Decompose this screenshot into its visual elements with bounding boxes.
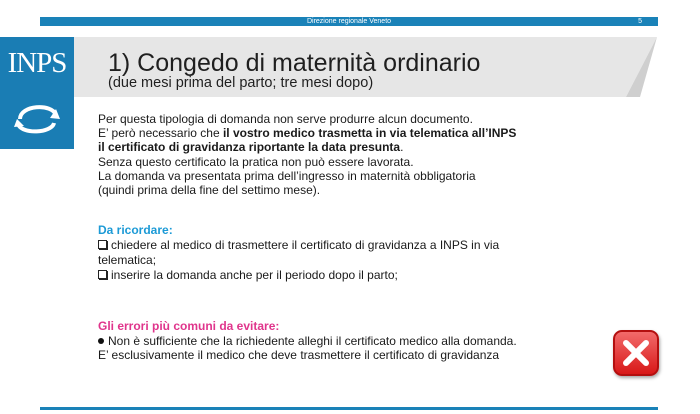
body-line-bold: il vostro medico trasmetta in via telematica all’INPS: [222, 126, 517, 141]
body-line: [98, 126, 618, 140]
body-line: Senza questo certificato la pratica non può essere lavorata.: [98, 154, 414, 169]
errors-item: [98, 334, 608, 349]
inps-logo: [0, 37, 74, 149]
page-subtitle: (due mesi prima del parto; tre mesi dopo): [108, 75, 374, 91]
error-x-button: [613, 330, 659, 376]
remember-section: [98, 223, 598, 283]
page-title: 1) Congedo di maternità ordinario: [108, 49, 481, 77]
errors-item-continuation: E’ esclusivamente il medico che deve trasmettere il certificato di gravidanza: [98, 348, 500, 362]
remember-heading: Da ricordare:: [98, 223, 173, 237]
remember-item-continuation: telematica;: [98, 253, 157, 267]
errors-section: [98, 319, 608, 363]
body-line-text: E’ però necessario che: [98, 126, 223, 141]
body-line: [98, 140, 618, 154]
title-band: [60, 37, 657, 97]
remember-item: [98, 268, 598, 283]
close-icon: [615, 332, 657, 374]
errors-item-text: Non è sufficiente che la richiedente alleghi il certificato medico alla domanda.: [108, 333, 517, 348]
checkbox-bullet-icon: [98, 240, 107, 249]
body-line: La domanda va presentata prima dell’ingresso in maternità obbligatoria: [98, 168, 476, 183]
logo-text: INPS: [7, 47, 67, 79]
body-line: (quindi prima della fine del settimo mese).: [98, 183, 321, 198]
body-line: Per questa tipologia di domanda non serve produrre alcun documento.: [98, 112, 473, 126]
checkbox-bullet-icon: [98, 270, 107, 279]
body-line-bold: il certificato di gravidanza riportante la data presunta: [98, 140, 401, 155]
remember-item-text: inserire la domanda anche per il periodo dopo il parto;: [111, 268, 398, 282]
remember-item-text: chiedere al medico di trasmettere il certificato di gravidanza a INPS in via: [111, 238, 500, 252]
header-bar: [40, 17, 658, 26]
page-number: 5: [638, 18, 642, 25]
body-text: [98, 112, 618, 197]
bullet-icon: [98, 338, 104, 344]
body-line-text: .: [400, 140, 404, 155]
footer-line: [40, 407, 658, 410]
inps-arrows-icon: [12, 97, 62, 137]
errors-heading: Gli errori più comuni da evitare:: [98, 319, 280, 333]
header-region: Direzione regionale Veneto: [306, 18, 392, 25]
remember-item: [98, 238, 598, 253]
